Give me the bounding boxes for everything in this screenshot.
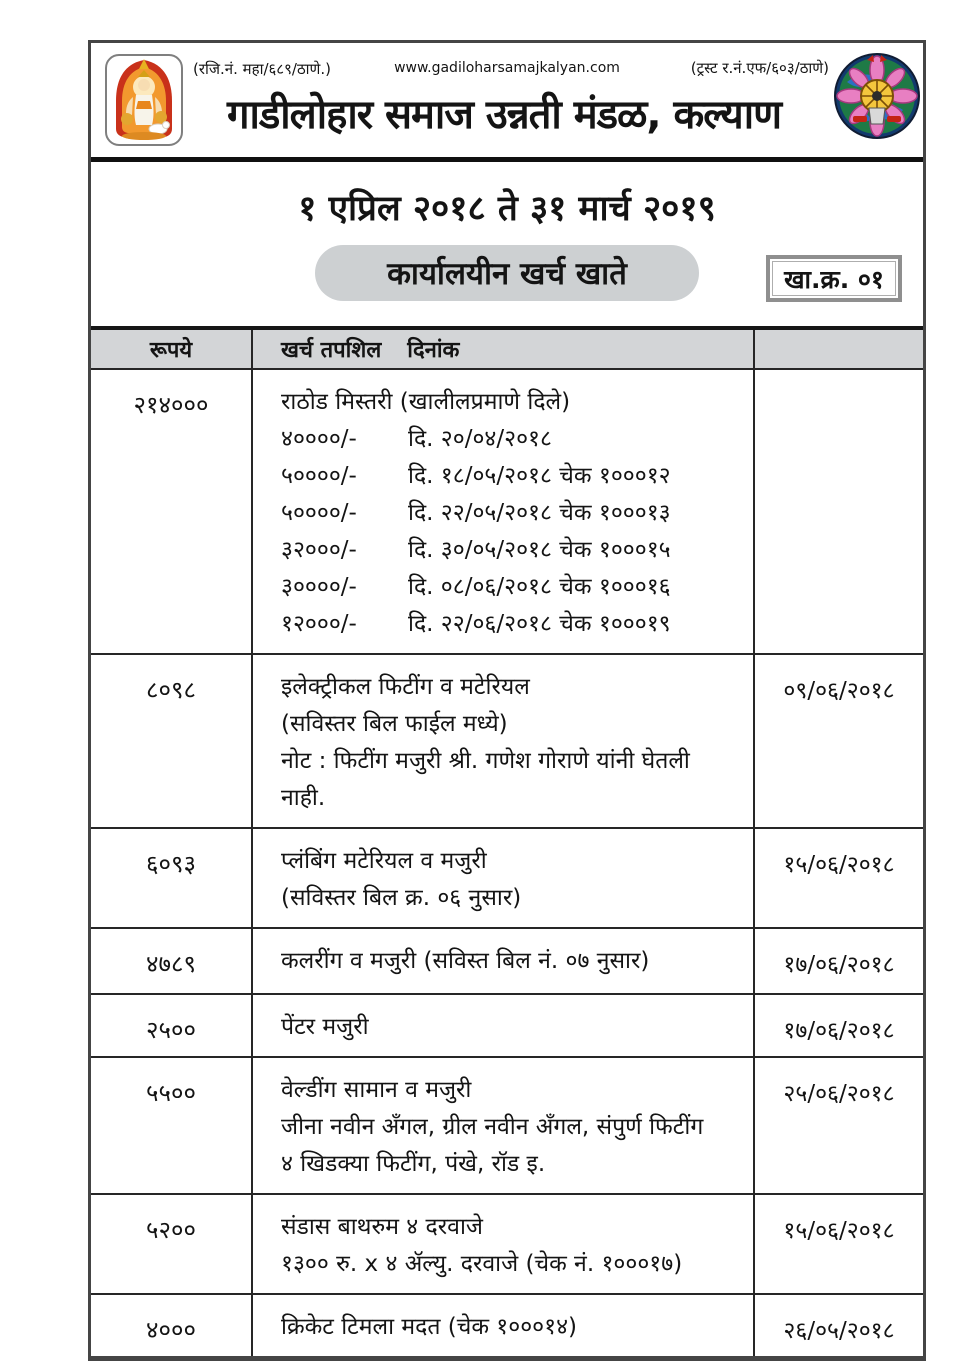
payment-line: ५००००/- दि. १८/०५/२०१८ चेक १०००१२ [281,463,671,489]
society-emblem [833,52,921,140]
organization-title: गाडीलोहार समाज उन्नती मंडळ, कल्याण [226,92,782,138]
letterhead [91,43,923,162]
details-cell [251,995,755,1056]
detail-line: जीना नवीन अँगल, ग्रील नवीन अँगल, संपुर्ण फिटींग [281,1114,704,1140]
amount-cell: २५०० [146,1016,196,1044]
table-row [91,1293,923,1356]
expense-table [91,326,923,1356]
date-column-header [755,330,923,368]
detail-line: राठोड मिस्तरी (खालीलप्रमाणे दिले) [281,389,571,415]
detail-line: ४ खिडक्या फिटींग, पंखे, रॉड इ. [281,1151,546,1177]
detail-line: वेल्डींग सामान व मजुरी [281,1077,472,1103]
detail-line: (सविस्तर बिल फाईल मध्ये) [281,711,508,737]
payment-line: ५००००/- दि. २२/०५/२०१८ चेक १०००१३ [281,500,671,526]
vishwakarma-deity-icon [108,57,180,143]
detail-line: पेंटर मजुरी [281,1014,369,1040]
lotus-chakra-wheel-icon [833,52,921,140]
date-cell: ०९/०६/२०१८ [783,678,895,704]
detail-line: क्रिकेट टिमला मदत (चेक १०००१४) [281,1314,578,1340]
date-cell: १५/०६/२०१८ [783,852,895,878]
payment-line: १२०००/- दि. २२/०६/२०१८ चेक १०००१९ [281,611,671,637]
date-cell: २६/०५/२०१८ [783,1318,895,1344]
payment-line: ४००००/- दि. २०/०४/२०१८ [281,426,552,452]
table-header-row [91,330,923,368]
amount-cell: ५५०० [146,1079,196,1107]
date-cell [755,370,923,653]
details-cell [251,655,755,827]
amount-column-header: रूपये [149,338,193,363]
detail-line: (सविस्तर बिल क्र. ०६ नुसार) [281,885,522,911]
details-cell [251,929,755,993]
table-row [91,1193,923,1293]
date-cell: १५/०६/२०१८ [783,1218,895,1244]
amount-cell: ४७८९ [146,950,196,978]
details-cell [251,1195,755,1293]
details-cell [251,1058,755,1193]
table-row [91,993,923,1056]
title-section [91,162,923,326]
details-cell [251,370,755,653]
table-row [91,653,923,827]
trust-number: (ट्रस्ट र.नं.एफ/६०३/ठाणे) [690,59,829,77]
detail-line: इलेक्ट्रीकल फिटींग व मटेरियल [281,674,530,700]
amount-cell: ५२०० [146,1216,196,1244]
period-heading: १ एप्रिल २०१८ ते ३१ मार्च २०१९ [298,189,716,229]
amount-cell: ६०९३ [146,850,196,878]
details-column-header [251,330,755,368]
amount-cell: २१४००० [133,391,209,419]
deity-logo [105,54,183,146]
table-row [91,1056,923,1193]
table-row [91,827,923,927]
date-cell: २५/०६/२०१८ [783,1081,895,1107]
detail-line: संडास बाथरुम ४ दरवाजे [281,1214,483,1240]
date-cell: १७/०६/२०१८ [783,1018,895,1044]
details-header-label: खर्च तपशिल [281,338,382,363]
registration-number: (रजि.नं. महा/६८९/ठाणे.) [193,60,332,78]
detail-line: नोट : फिटींग मजुरी श्री. गणेश गोराणे यांनी घेतली नाही. [281,748,690,811]
payment-line: ३२०००/- दि. ३०/०५/२०१८ चेक १०००१५ [281,537,671,563]
date-cell: १७/०६/२०१८ [783,952,895,978]
date-header-label: दिनांक [407,338,460,363]
details-cell [251,1295,755,1356]
detail-line: कलरींग व मजुरी (सविस्त बिल नं. ०७ नुसार) [281,948,650,974]
account-title-pill: कार्यालयीन खर्च खाते [315,245,699,301]
document-page [88,40,926,1361]
amount-cell: ४००० [146,1316,196,1344]
amount-cell: ८०९८ [146,676,196,704]
detail-line: १३०० रु. x ४ ॲल्यु. दरवाजे (चेक नं. १०००१७) [281,1251,683,1277]
table-row [91,368,923,653]
detail-line: प्लंबिंग मटेरियल व मजुरी [281,848,487,874]
account-number-box: खा.क्र. ०१ [766,255,902,302]
website-url: www.gadiloharsamajkalyan.com [394,60,620,76]
table-row [91,927,923,993]
payment-line: ३००००/- दि. ०८/०६/२०१८ चेक १०००१६ [281,574,671,600]
details-cell [251,829,755,927]
